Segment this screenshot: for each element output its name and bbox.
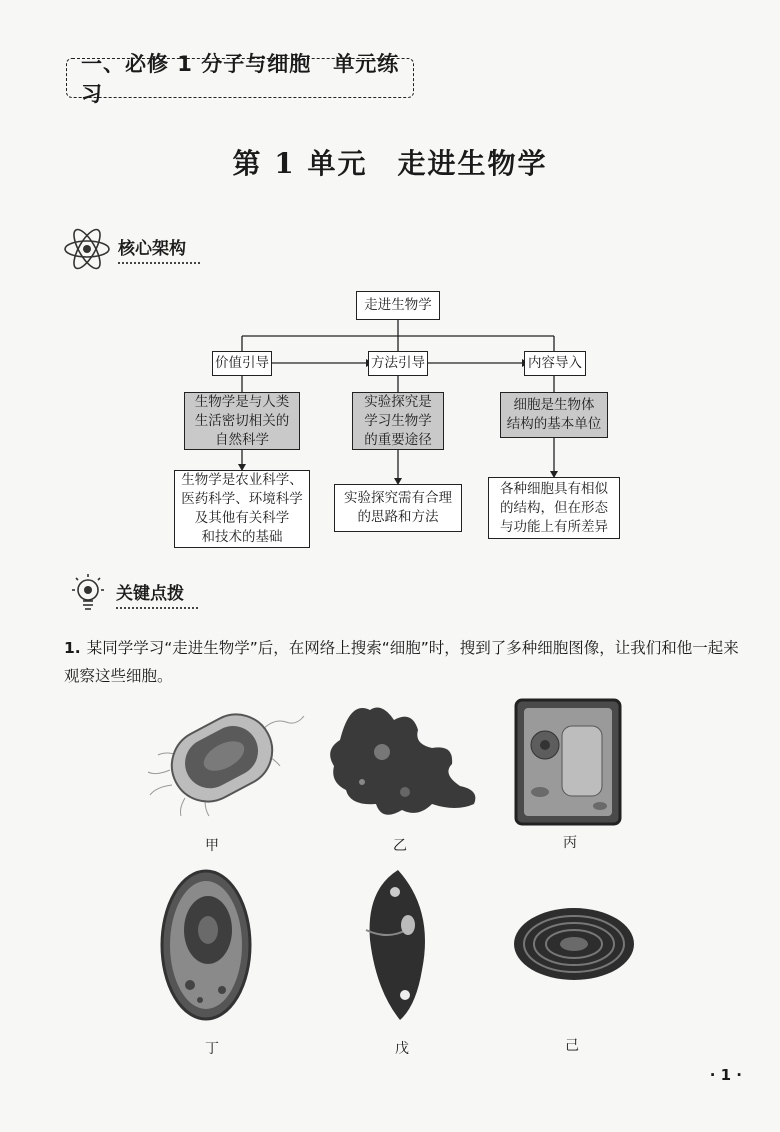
diagram-branch-method: 方法引导	[368, 351, 428, 376]
bacterium-icon	[148, 702, 304, 816]
diagram-branch-value: 价值引导	[212, 351, 272, 376]
diagram-branch-content: 内容导入	[524, 351, 586, 376]
diagram-root: 走进生物学	[356, 291, 440, 320]
page-title: 第 1 单元 走进生物学	[232, 147, 548, 180]
paramecium-icon	[366, 870, 425, 1020]
cell-label-wu: 戊	[395, 1041, 409, 1057]
cyanobacterium-icon	[514, 908, 634, 980]
question-number: 1.	[64, 639, 81, 657]
animal-cell-icon	[162, 871, 250, 1019]
diagram-detail-method: 实验探究需有合理 的思路和方法	[334, 484, 462, 532]
diagram-summary-method: 实验探究是 学习生物学 的重要途径	[352, 392, 444, 450]
cell-label-yi: 乙	[393, 838, 407, 854]
question-text: 某同学学习“走进生物学”后，在网络上搜索“细胞”时，搜到了多种细胞图像，让我们和他一起来观察这些细胞。	[64, 639, 739, 685]
diagram-detail-content: 各种细胞具有相似 的结构，但在形态 与功能上有所差异	[488, 477, 620, 539]
section-key-title: 关键点拨	[116, 579, 198, 609]
unit-header: 一、必修 1 分子与细胞 单元练习	[66, 58, 414, 98]
diagram-summary-content: 细胞是生物体 结构的基本单位	[500, 392, 608, 438]
diagram-summary-value: 生物学是与人类 生活密切相关的 自然科学	[184, 392, 300, 450]
cell-label-ji: 己	[565, 1038, 579, 1054]
page-number: · 1 ·	[709, 1066, 742, 1084]
cell-label-jia: 甲	[205, 838, 219, 854]
section-core-title: 核心架构	[118, 234, 200, 264]
amoeba-icon	[330, 708, 475, 815]
cell-label-bing: 丙	[563, 835, 577, 851]
plant-cell-icon	[516, 700, 620, 824]
diagram-detail-value: 生物学是农业科学、 医药科学、环境科学 及其他有关科学 和技术的基础	[174, 470, 310, 548]
cell-label-ding: 丁	[205, 1041, 219, 1057]
